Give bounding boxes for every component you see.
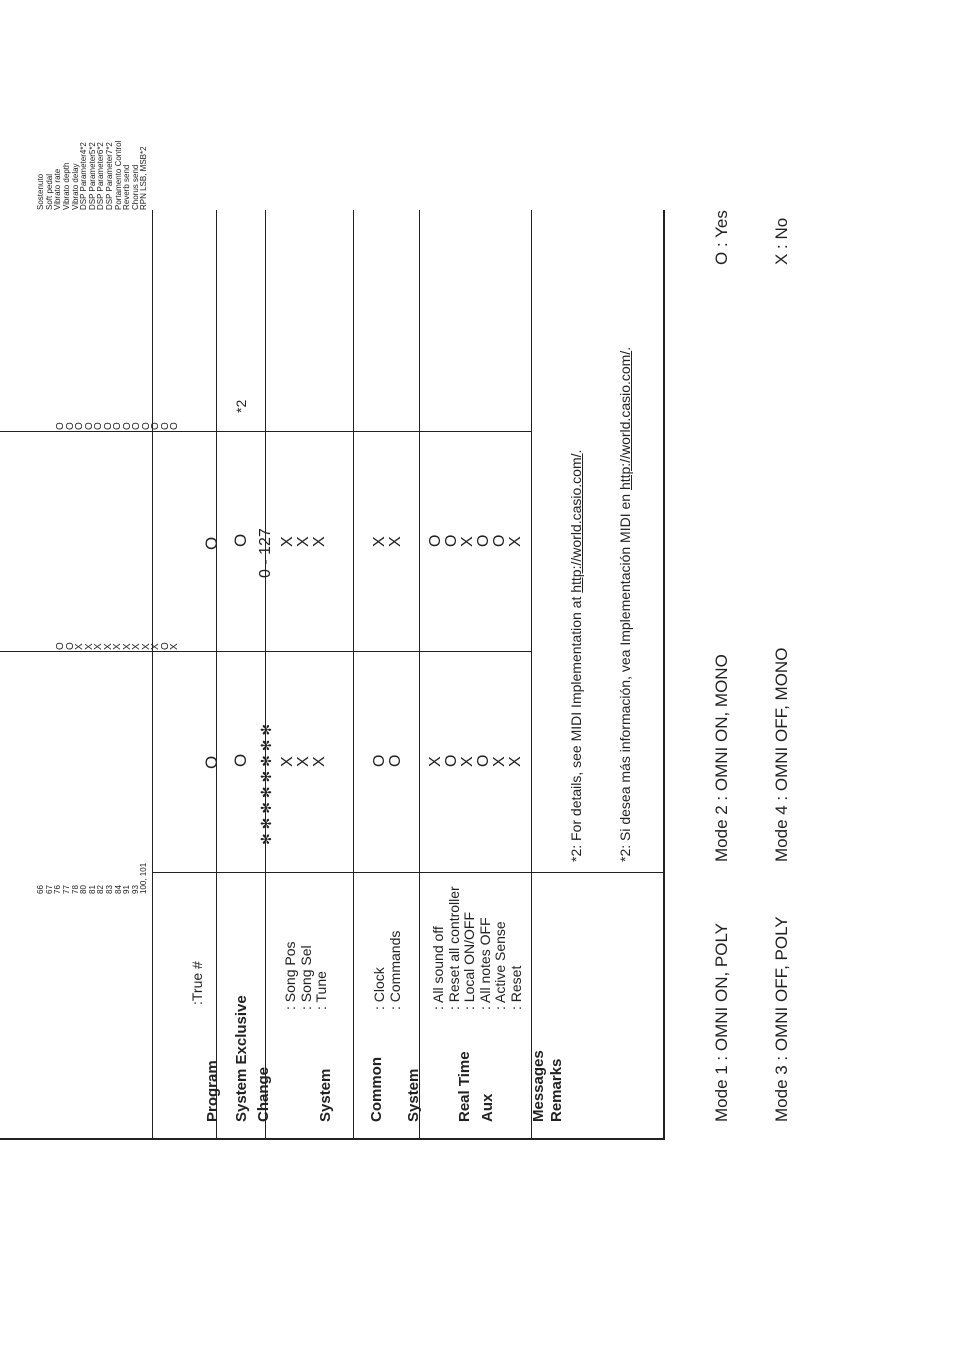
mode-1: Mode 1 : OMNI ON, POLY: [712, 922, 731, 1122]
controller-recognized-mark: O: [140, 422, 152, 430]
controller-transmitted-mark: X: [74, 643, 85, 650]
system-realtime-recognized: [372, 536, 404, 547]
system-common-title-line1: System: [317, 1068, 334, 1122]
mode-4: Mode 4 : OMNI OFF, MONO: [772, 647, 791, 862]
controller-number: 91: [122, 885, 132, 894]
controller-recognized-list: [56, 310, 180, 430]
system-common-item: : Song Pos: [282, 941, 298, 1010]
row-divider: [353, 210, 354, 1140]
controller-name: Chorus send: [130, 164, 140, 210]
system-realtime-transmitted: [372, 755, 404, 767]
controller-transmitted-mark: X: [169, 643, 180, 650]
controller-name: Soft pedal: [44, 173, 54, 210]
system-common-transmitted-mark: X: [279, 756, 296, 767]
program-change-transmitted-mark: O: [202, 755, 221, 769]
controller-transmitted-mark: X: [121, 643, 133, 650]
controller-number: 66: [36, 885, 46, 894]
remarks-title: Remarks: [548, 1058, 565, 1122]
controller-number: 100, 101: [139, 862, 149, 894]
remarks-text: [538, 347, 664, 862]
aux-message-item: : Local ON/OFF: [461, 911, 477, 1010]
controller-transmitted-mark: O: [159, 642, 171, 650]
remarks-line2-prefix: *2: Si desea más información, vea Implementación MIDI en: [616, 490, 633, 862]
system-realtime-recognized-mark: X: [387, 536, 404, 547]
modes-right: [672, 648, 832, 862]
aux-message-item: : Active Sense: [492, 921, 508, 1010]
aux-message-transmitted-mark: O: [443, 754, 460, 767]
aux-messages-recognized: [428, 535, 524, 547]
system-common-item: : Tune: [313, 971, 329, 1010]
aux-message-transmitted-mark: X: [459, 756, 476, 767]
table-right-border: [0, 1139, 664, 1141]
controller-number: 83: [104, 885, 114, 894]
system-common-transmitted-mark: X: [311, 756, 328, 767]
controller-name: Sostenuto: [36, 173, 46, 210]
controller-number: 84: [113, 885, 123, 894]
aux-messages-title-line2: Messages: [530, 1050, 547, 1122]
controller-transmitted-list: [56, 530, 180, 650]
aux-message-transmitted-mark: X: [427, 756, 444, 767]
column-divider: [0, 431, 531, 432]
program-change-recognized-range: 0 - 127: [257, 528, 274, 578]
controller-recognized-mark: O: [74, 422, 85, 430]
aux-messages-title-line1: Aux: [479, 1093, 496, 1122]
system-common-recognized-mark: X: [311, 536, 328, 547]
aux-message-transmitted-mark: X: [491, 756, 508, 767]
controller-number: 93: [130, 885, 140, 894]
controller-recognized-mark: O: [169, 422, 180, 430]
program-change-transmitted-asterisks: ✻ ✻ ✻ ✻ ✻ ✻ ✻ ✻: [258, 723, 274, 845]
controller-recognized-mark: O: [93, 422, 104, 430]
aux-message-recognized-mark: O: [491, 534, 508, 547]
aux-message-item: : All notes OFF: [476, 917, 493, 1010]
controller-transmitted-mark: X: [112, 643, 123, 650]
controller-recognized-mark: O: [131, 422, 142, 430]
system-common-recognized: [280, 536, 328, 547]
aux-message-recognized-mark: O: [475, 534, 492, 547]
system-realtime-item: : Commands: [386, 930, 403, 1010]
system-common-recognized-mark: X: [295, 536, 312, 547]
aux-message-recognized-mark: O: [427, 534, 444, 547]
remarks-line1-link[interactable]: http://world.casio.com/: [568, 453, 584, 593]
row-divider: [419, 210, 420, 1140]
controller-recognized-mark: O: [55, 422, 66, 430]
controller-name: DSP Parameter5*2: [87, 142, 97, 210]
controller-transmitted-mark: X: [83, 643, 95, 650]
controller-numbers: [20, 862, 166, 894]
row-divider: [265, 210, 266, 1140]
aux-message-recognized-mark: X: [459, 536, 476, 547]
aux-messages-items: [431, 886, 524, 1010]
controller-recognized-mark: O: [83, 422, 95, 430]
column-divider: [152, 872, 664, 873]
row-divider: [216, 210, 217, 1140]
system-exclusive-transmitted: O: [231, 753, 250, 767]
row-divider: [531, 210, 532, 1140]
controller-name: RPN LSB, MSB*2: [139, 146, 149, 210]
aux-message-recognized-mark: O: [443, 534, 460, 547]
controller-number: 76: [53, 885, 63, 894]
remarks-line2-link[interactable]: http://world.casio.com/: [616, 350, 633, 491]
controller-recognized-mark: O: [121, 422, 133, 430]
controller-recognized-mark: O: [102, 422, 114, 430]
program-change-recognized-mark: O: [202, 536, 221, 550]
controller-names: [20, 80, 166, 210]
system-common-transmitted-mark: X: [295, 756, 312, 767]
system-realtime-recognized-mark: X: [371, 536, 388, 547]
controller-transmitted-mark: X: [102, 643, 114, 650]
program-change-title-line2: Change: [255, 1066, 272, 1122]
program-change-sub: :True #: [189, 961, 205, 1005]
system-realtime-item: : Clock: [371, 967, 387, 1010]
controller-number: 82: [96, 885, 106, 894]
controller-name: Reverb send: [122, 164, 132, 210]
system-realtime-title-line1: System: [405, 1068, 422, 1122]
controller-recognized-mark: O: [159, 422, 171, 430]
aux-messages-transmitted: [428, 755, 524, 767]
legend-yes: O : Yes: [712, 210, 731, 265]
legend: [672, 210, 832, 265]
controller-name: Vibrato delay: [70, 163, 80, 210]
controller-transmitted-mark: X: [131, 643, 142, 650]
remarks-line2-suffix: .: [616, 346, 633, 351]
controller-number-list: [36, 862, 149, 894]
controller-number: 81: [87, 885, 97, 894]
program-change-title-line1: Program: [204, 1060, 221, 1122]
aux-message-transmitted-mark: O: [475, 754, 492, 767]
system-common-item: : Song Sel: [297, 945, 314, 1010]
mode-3: Mode 3 : OMNI OFF, POLY: [772, 916, 791, 1122]
aux-message-recognized-mark: X: [507, 536, 524, 547]
system-realtime-transmitted-mark: O: [371, 754, 388, 767]
system-exclusive-title: System Exclusive: [233, 995, 250, 1122]
controller-name: Vibrato depth: [61, 162, 71, 210]
controller-recognized-mark: O: [112, 422, 123, 430]
controller-recognized-mark: O: [64, 422, 76, 430]
controller-transmitted-mark: X: [140, 643, 152, 650]
controller-transmitted-mark: X: [150, 643, 161, 650]
controller-transmitted-mark: O: [64, 642, 76, 650]
controller-name: Vibrato rate: [53, 168, 63, 210]
controller-name-list: [37, 80, 149, 210]
controller-transmitted-mark: X: [93, 643, 104, 650]
controller-number: 78: [70, 885, 80, 894]
remarks-line2: [618, 347, 634, 862]
controller-number: 80: [79, 885, 89, 894]
controller-recognized-marks: [20, 310, 216, 430]
system-realtime-title-line2: Real Time: [456, 1051, 473, 1122]
system-realtime-items: [372, 931, 403, 1010]
controller-transmitted-mark: O: [55, 642, 66, 650]
controller-name: DSP Parameter7*2: [104, 142, 114, 210]
remarks-line1: [569, 347, 585, 862]
controller-recognized-mark: O: [150, 422, 161, 430]
system-exclusive-recognized: O: [231, 533, 250, 547]
legend-no: X : No: [772, 217, 791, 265]
system-common-transmitted: [280, 756, 328, 767]
system-common-recognized-mark: X: [279, 536, 296, 547]
controller-name: DSP Parameter4*2: [79, 142, 89, 210]
aux-message-item: : All sound off: [430, 926, 446, 1010]
system-realtime-transmitted-mark: O: [387, 754, 404, 767]
modes-left: [672, 916, 832, 1122]
column-divider: [0, 651, 531, 652]
system-common-title-line2: Common: [368, 1057, 385, 1122]
controller-name: DSP Parameter6*2: [96, 142, 106, 210]
system-exclusive-remarks: *2: [233, 399, 249, 413]
remarks-line1-prefix: *2: For details, see MIDI Implementation at: [568, 592, 584, 862]
controller-number: 77: [61, 885, 71, 894]
controller-number: 67: [44, 885, 54, 894]
remarks-line1-suffix: .: [568, 449, 584, 454]
aux-message-item: : Reset: [507, 965, 524, 1010]
aux-message-transmitted-mark: X: [507, 756, 524, 767]
mode-2: Mode 2 : OMNI ON, MONO: [712, 654, 731, 862]
system-common-items: [283, 942, 330, 1011]
controller-name: Portamento Control: [113, 140, 123, 210]
aux-message-item: : Reset all controller: [445, 886, 462, 1010]
